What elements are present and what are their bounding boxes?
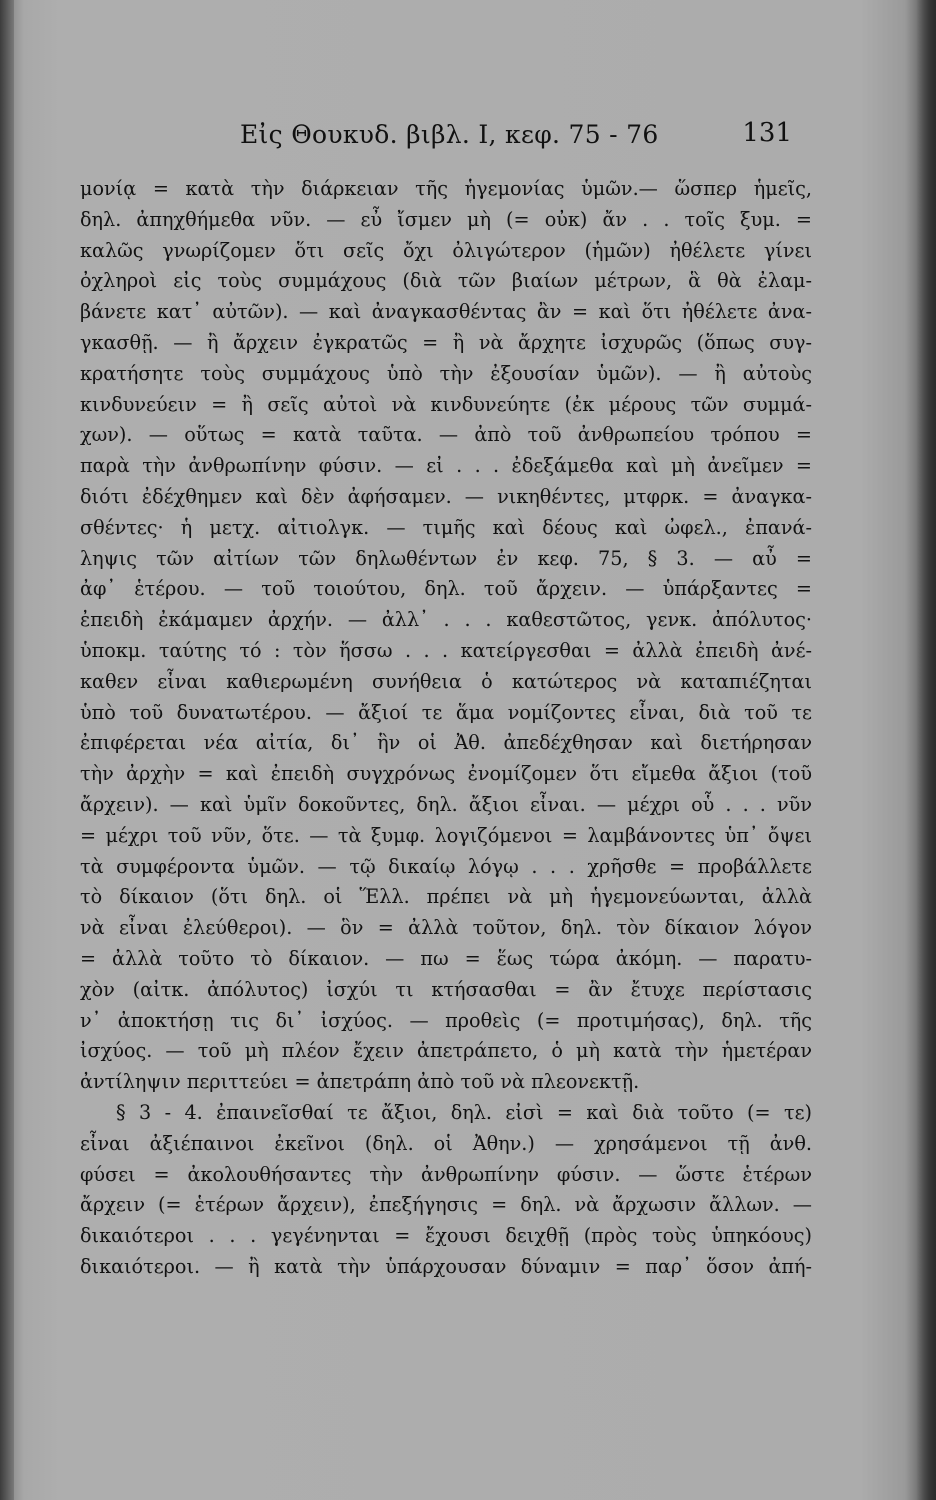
- text-line: δικαιότεροι. — ἢ κατὰ τὴν ὑπάρχουσαν δύναμιν = παρ᾽ ὅσον ἀπή-: [80, 1254, 812, 1278]
- commentary-text: [80, 174, 812, 1283]
- text-line: καλῶς γνωρίζομεν ὅτι σεῖς ὄχι ὀλιγώτερον (ἡμῶν) ἠθέλετε γίνει: [80, 238, 812, 262]
- text-line: ἄρχειν). — καὶ ὑμῖν δοκοῦντες, δηλ. ἄξιοι εἶναι. — μέχρι οὗ . . . νῦν: [80, 792, 812, 816]
- binding-edge-shadow: [0, 0, 14, 1500]
- page-number: 131: [742, 118, 792, 148]
- text-line: ἰσχύος. — τοῦ μὴ πλέον ἔχειν ἀπετράπετο, ὁ μὴ κατὰ τὴν ἡμετέραν: [80, 1039, 812, 1063]
- text-line: κινδυνεύειν = ἢ σεῖς αὐτοὶ νὰ κινδυνεύητε (ἐκ μέρους τῶν συμμά-: [80, 392, 812, 416]
- page-edge-shadow: [916, 0, 936, 1500]
- text-line: τὰ συμφέροντα ὑμῶν. — τῷ δικαίῳ λόγῳ . . . χρῆσθε = προβάλλετε: [80, 854, 812, 878]
- text-line: παρὰ τὴν ἀνθρωπίνην φύσιν. — εἰ . . . ἐδεξάμεθα καὶ μὴ ἀνεῖμεν =: [80, 454, 812, 478]
- text-line: ὑπὸ τοῦ δυνατωτέρου. — ἄξιοί τε ἅμα νομίζοντες εἶναι, διὰ τοῦ τε: [80, 700, 812, 724]
- text-line: ἄρχειν (= ἑτέρων ἄρχειν), ἐπεξήγησις = δηλ. νὰ ἄρχωσιν ἄλλων. —: [80, 1193, 812, 1217]
- text-line: καθεν εἶναι καθιερωμένη συνήθεια ὁ κατώτερος νὰ καταπιέζηται: [80, 669, 812, 693]
- text-line: ληψις τῶν αἰτίων τῶν δηλωθέντων ἐν κεφ. 75, § 3. — αὖ =: [80, 546, 812, 570]
- text-line: διότι ἐδέχθημεν καὶ δὲν ἀφήσαμεν. — νικηθέντες, μτφρκ. = ἀναγκα-: [80, 484, 812, 508]
- text-line: εἶναι ἀξιέπαινοι ἐκεῖνοι (δηλ. οἱ Ἀθην.) — χρησάμενοι τῇ ἀνθ.: [80, 1131, 812, 1155]
- text-line: κρατήσητε τοὺς συμμάχους ὑπὸ τὴν ἐξουσίαν ὑμῶν). — ἢ αὐτοὺς: [80, 361, 812, 385]
- text-line: ἐπιφέρεται νέα αἰτία, δι᾽ ἣν οἱ Ἀθ. ἀπεδέχθησαν καὶ διετήρησαν: [80, 731, 812, 755]
- text-line: χὸν (αἰτκ. ἀπόλυτος) ἰσχύι τι κτήσασθαι = ἂν ἔτυχε περίστασις: [80, 977, 812, 1001]
- text-line: γκασθῇ. — ἢ ἄρχειν ἐγκρατῶς = ἢ νὰ ἄρχητε ἰσχυρῶς (ὅπως συγ-: [80, 330, 812, 354]
- text-line: ἐπειδὴ ἐκάμαμεν ἀρχήν. — ἀλλ᾽ . . . καθεστῶτος, γενκ. ἀπόλυτος·: [80, 608, 812, 632]
- text-line: ὑποκμ. ταύτης τό : τὸν ἥσσω . . . κατείργεσθαι = ἀλλὰ ἐπειδὴ ἀνέ-: [80, 638, 812, 662]
- text-line: = μέχρι τοῦ νῦν, ὅτε. — τὰ ξυμφ. λογιζόμενοι = λαμβάνοντες ὑπ᾽ ὄψει: [80, 823, 812, 847]
- text-line: δικαιότεροι . . . γεγένηνται = ἔχουσι δειχθῇ (πρὸς τοὺς ὑπηκόους): [80, 1224, 812, 1248]
- text-line: = ἀλλὰ τοῦτο τὸ δίκαιον. — πω = ἕως τώρα ἀκόμη. — παρατυ-: [80, 946, 812, 970]
- text-line: νὰ εἶναι ἐλεύθεροι). — ὃν = ἀλλὰ τοῦτον, δηλ. τὸν δίκαιον λόγον: [80, 916, 812, 940]
- running-title: Εἰς Θουκυδ. βιβλ. Ι, κεφ. 75 - 76: [240, 120, 659, 149]
- text-line: βάνετε κατ᾽ αὐτῶν). — καὶ ἀναγκασθέντας ἂν = καὶ ὅτι ἠθέλετε ἀνα-: [80, 300, 812, 324]
- running-header: [80, 114, 820, 154]
- text-line: σθέντες· ἡ μετχ. αἰτιολγκ. — τιμῆς καὶ δέους καὶ ὠφελ., ἐπανά-: [80, 515, 812, 539]
- text-line: ν᾽ ἀποκτήσῃ τις δι᾽ ἰσχύος. — προθεὶς (= προτιμήσας), δηλ. τῆς: [80, 1008, 812, 1032]
- text-line: δηλ. ἀπηχθήμεθα νῦν. — εὖ ἴσμεν μὴ (= οὐκ) ἄν . . τοῖς ξυμ. =: [80, 207, 812, 231]
- text-line: μονίᾳ = κατὰ τὴν διάρκειαν τῆς ἡγεμονίας ὑμῶν.— ὥσπερ ἡμεῖς,: [80, 177, 812, 200]
- text-line: ἀφ᾽ ἑτέρου. — τοῦ τοιούτου, δηλ. τοῦ ἄρχειν. — ὑπάρξαντες =: [80, 577, 812, 601]
- text-line: τὴν ἀρχὴν = καὶ ἐπειδὴ συγχρόνως ἐνομίζομεν ὅτι εἴμεθα ἄξιοι (τοῦ: [80, 762, 812, 786]
- text-line: φύσει = ἀκολουθήσαντες τὴν ἀνθρωπίνην φύσιν. — ὥστε ἑτέρων: [80, 1162, 812, 1186]
- text-line: τὸ δίκαιον (ὅτι δηλ. οἱ Ἕλλ. πρέπει νὰ μὴ ἡγεμονεύωνται, ἀλλὰ: [80, 885, 812, 909]
- text-line: ὀχληροὶ εἰς τοὺς συμμάχους (διὰ τῶν βιαίων μέτρων, ἃ θὰ ἐλαμ-: [80, 269, 812, 293]
- section-start-line: § 3 - 4. ἐπαινεῖσθαί τε ἄξιοι, δηλ. εἰσὶ = καὶ διὰ τοῦτο (= τε): [116, 1100, 812, 1124]
- text-line: χων). — οὕτως = κατὰ ταῦτα. — ἀπὸ τοῦ ἀνθρωπείου τρόπου =: [80, 423, 812, 447]
- paragraph-last-line: ἀντίληψιν περιττεύει = ἀπετράπη ἀπὸ τοῦ νὰ πλεονεκτῇ.: [80, 1070, 640, 1094]
